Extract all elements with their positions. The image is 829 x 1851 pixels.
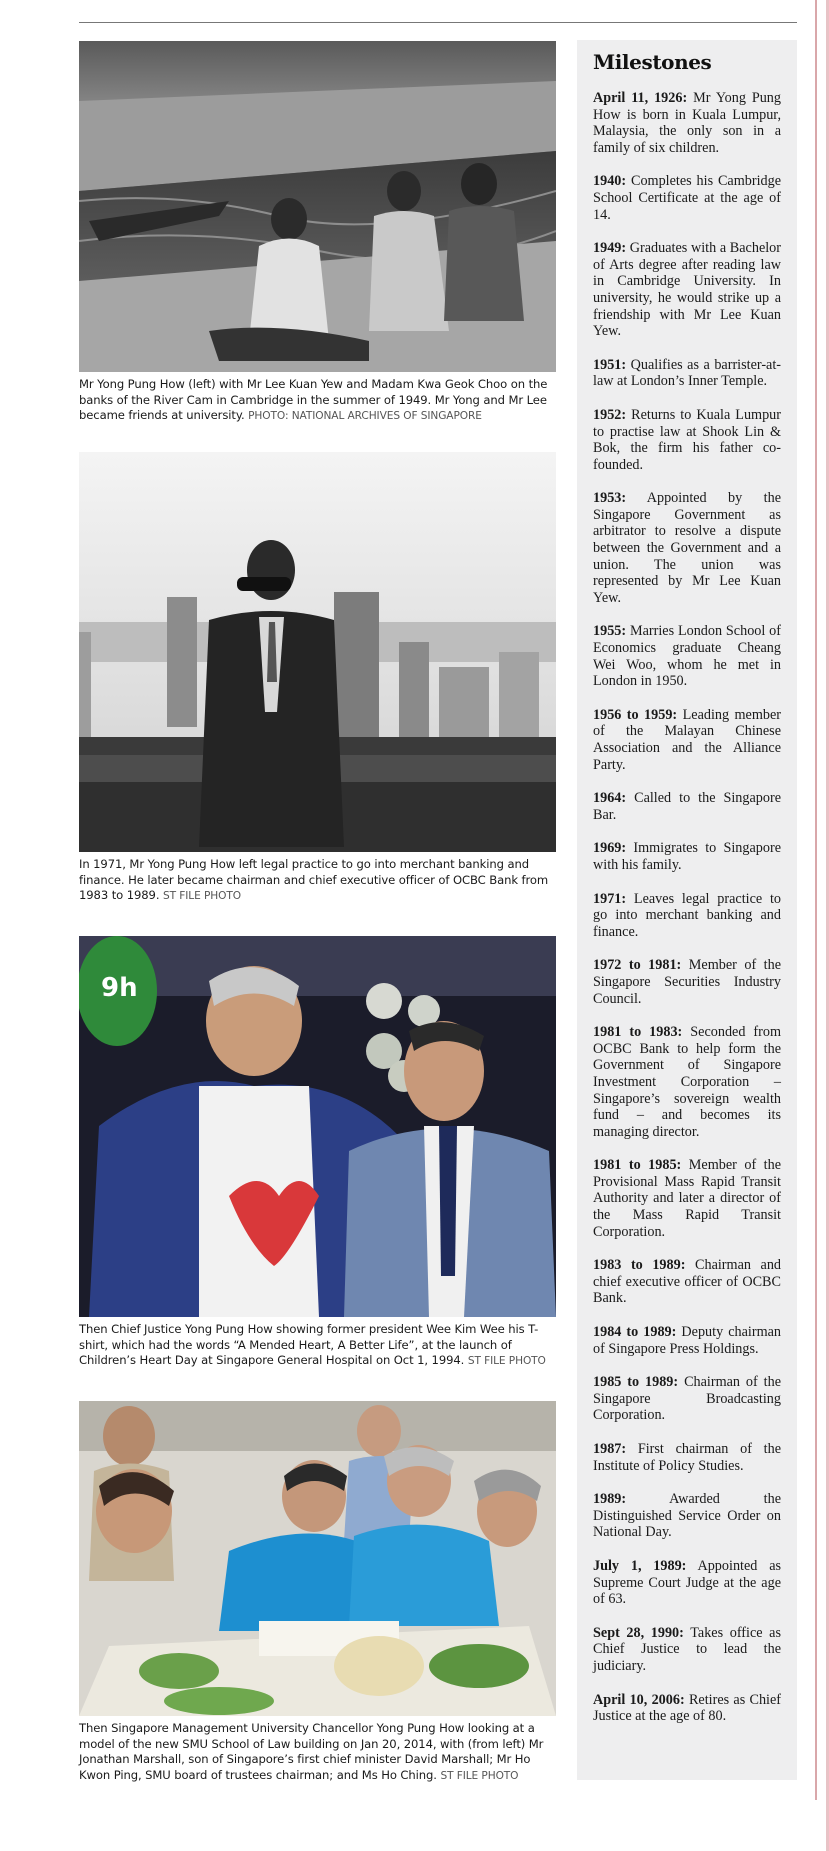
milestone-entry [593,240,781,340]
milestone-entry [593,1374,781,1424]
milestone-date: April 11, 1926: [593,90,688,106]
milestone-text: Takes office as Chief Justice to lead the judiciary. [593,1624,781,1674]
milestone-date: 1969: [593,840,627,857]
milestone-date: 1989: [593,1491,627,1508]
milestone-entry [593,357,781,390]
photo-river-cam [79,41,556,372]
photo-caption [79,857,556,905]
caption-text: Then Singapore Management University Chancellor Yong Pung How looking at a model of the new SMU School of Law building on Jan 20, 2014, with (from left) Mr Jonathan Marshall, son of Singapore’s first chief minister David Marshall; Mr Ho Kwon Ping, SMU board of trustees chairman; and Ms Ho Ching. [79,1721,544,1782]
milestone-entry [593,1692,781,1725]
milestone-date: 1987: [593,1441,627,1457]
milestone-date: 1952: [593,406,627,423]
milestone-entry [593,1324,781,1357]
photo-credit: ST FILE PHOTO [440,1769,519,1782]
photo-smu-model-2014 [79,1401,556,1716]
caption-text: Then Chief Justice Yong Pung How showing former president Wee Kim Wee his T-shirt, which had the words “A Mended Heart, A Better Life”, at the launch of Children’s Heart Day at Singapore General Hospital on Oct 1, 1994. [79,1322,539,1368]
photo-skyline-1971 [79,452,556,852]
milestone-date: 1983 to 1989: [593,1257,686,1274]
milestone-date: 1955: [593,623,627,640]
caption-text: In 1971, Mr Yong Pung How left legal practice to go into merchant banking and finance. He later became chairman and chief executive officer of OCBC Bank from 1983 to 1989. [79,857,549,903]
milestone-list [593,90,781,1725]
milestone-text: Chairman of the Singapore Broadcasting Corporation. [593,1374,781,1424]
milestone-entry [593,90,781,156]
milestone-entry [593,707,781,773]
milestone-date: 1981 to 1985: [593,1157,682,1174]
milestone-text: Chairman and chief executive officer of OCBC Bank. [593,1257,782,1307]
milestone-text: First chairman of the Institute of Policy Studies. [593,1441,781,1474]
milestone-entry [593,1491,781,1541]
milestone-entry [593,1625,781,1675]
sidebar-heading: Milestones [593,50,712,74]
milestone-date: 1951: [593,356,627,373]
milestone-text: Deputy chairman of Singapore Press Holdings. [593,1324,782,1357]
milestone-date: 1964: [593,790,627,807]
milestone-text: Seconded from OCBC Bank to help form the Government of Singapore Investment Corporation – Singapore’s sovereign wealth fund – and becomes its managing director. [593,1024,782,1140]
milestone-entry [593,1558,781,1608]
milestone-text: Immigrates to Singapore with his family. [593,840,781,873]
photo-credit: ST FILE PHOTO [163,890,241,903]
milestone-entry [593,1024,781,1140]
milestone-entry [593,790,781,823]
photo-credit: ST FILE PHOTO [467,1355,546,1368]
milestone-date: July 1, 1989: [593,1557,687,1574]
milestone-entry [593,1257,781,1307]
milestones-sidebar [577,40,797,1780]
milestone-entry [593,1157,781,1240]
milestone-date: 1985 to 1989: [593,1374,679,1391]
milestone-text: Called to the Singapore Bar. [593,790,782,823]
milestone-text: Mr Yong Pung How is born in Kuala Lumpur, Malaysia, the only son in a family of six children. [593,90,781,156]
milestone-date: 1981 to 1983: [593,1024,683,1041]
milestone-date: 1949: [593,240,627,257]
milestone-entry [593,173,781,223]
milestone-date: 1956 to 1959: [593,706,678,723]
photo-heart-day-1994 [79,936,556,1317]
milestone-entry [593,490,781,606]
milestone-entry [593,623,781,689]
milestone-date: 1940: [593,173,627,190]
photo-credit: PHOTO: NATIONAL ARCHIVES OF SINGAPORE [248,410,482,423]
svg-text:9h: 9h [101,973,138,1003]
milestone-text: Appointed by the Singapore Government as arbitrator to resolve a dispute between the Government and a union. The union was represented by Mr Lee Kuan Yew. [593,490,781,606]
milestone-text: Leading member of the Malayan Chinese Association and the Alliance Party. [593,706,782,773]
milestone-text: Member of the Singapore Securities Industry Council. [593,957,782,1007]
milestone-date: 1972 to 1981: [593,957,682,974]
milestone-entry [593,407,781,473]
milestone-text: Marries London School of Economics graduate Cheang Wei Woo, whom he met in London in 1950. [593,623,781,690]
milestone-text: Awarded the Distinguished Service Order on National Day. [593,1491,782,1541]
milestone-text: Graduates with a Bachelor of Arts degree after reading law in Cambridge University. In university, he would strike up a friendship with Mr Lee Kuan Yew. [593,240,782,340]
milestone-entry [593,1441,781,1474]
milestone-entry [593,957,781,1007]
photo-caption [79,1721,556,1784]
milestone-entry [593,891,781,941]
caption-text: Mr Yong Pung How (left) with Mr Lee Kuan Yew and Madam Kwa Geok Choo on the banks of the River Cam in Cambridge in the summer of 1949. Mr Yong and Mr Lee became friends at university. [79,377,548,423]
milestone-text: Qualifies as a barrister-at-law at London’s Inner Temple. [593,356,782,390]
milestone-date: 1984 to 1989: [593,1324,677,1341]
milestone-text: Appointed as Supreme Court Judge at the age of 63. [593,1557,782,1608]
milestone-text: Retires as Chief Justice at the age of 80. [593,1691,782,1725]
milestone-date: 1953: [593,490,627,507]
page-edge-line [815,0,817,1800]
milestone-text: Completes his Cambridge School Certificate at the age of 14. [593,173,781,223]
milestone-text: Member of the Provisional Mass Rapid Transit Authority and later a director of the Mass Rapid Transit Corporation. [593,1157,782,1240]
milestone-date: 1971: [593,890,627,907]
milestone-text: Returns to Kuala Lumpur to practise law at Shook Lin & Bok, the firm his father co-founded. [593,406,781,473]
photo-caption [79,1322,556,1370]
milestone-date: April 10, 2006: [593,1691,685,1708]
milestone-date: Sept 28, 1990: [593,1624,684,1641]
milestone-text: Leaves legal practice to go into merchant banking and finance. [593,890,782,940]
milestone-entry [593,840,781,873]
top-rule [79,22,797,23]
photo-caption [79,377,556,425]
